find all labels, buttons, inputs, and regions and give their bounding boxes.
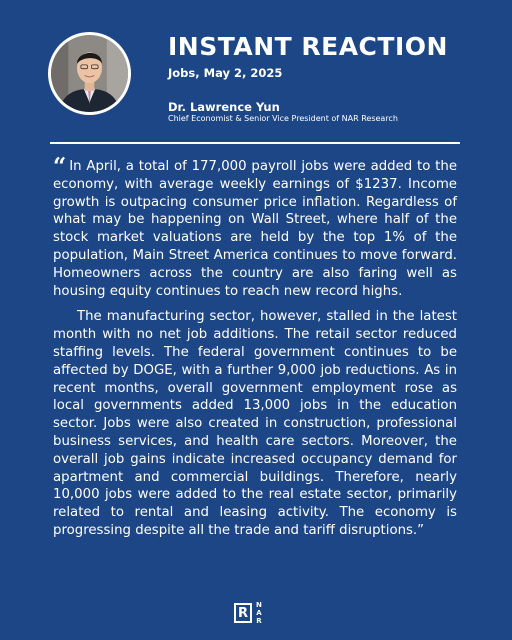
quote-paragraph-2: The manufacturing sector, however, stalled in the latest month with no net job additions. The retail sector reduced staffing levels. The federal government continues to be affected by DOGE, with a further 9,000 job reductions. As in recent months, overall government employment rose as local governments added 13,000 jobs in the education sector. Jobs were also created in construction, professional business services, and health care sectors. Moreover, the overall job gains indicate increased occupancy demand for apartment and commercial buildings. Therefore, nearly 10,000 jobs were added to the real estate sector, primarily related to rental and leasing activity. The economy is progressing despite all the trade and tariff disruptions.”: [53, 309, 457, 538]
realtor-r-icon: R: [234, 603, 252, 623]
author-portrait-image: [51, 35, 128, 112]
author-avatar: [48, 32, 131, 115]
quote-paragraph-1: [53, 153, 457, 300]
nar-letter-r: R: [256, 617, 262, 625]
nar-letters: [256, 601, 262, 625]
author-name: Dr. Lawrence Yun: [168, 100, 280, 114]
nar-logo: [234, 600, 262, 626]
open-quote-icon: “: [53, 153, 67, 180]
quote-body: [53, 153, 457, 540]
author-role: Chief Economist & Senior Vice President of NAR Research: [168, 114, 398, 123]
page-subtitle: Jobs, May 2, 2025: [168, 66, 283, 80]
page-title: INSTANT REACTION: [168, 32, 448, 61]
nar-letter-n: N: [256, 601, 262, 609]
quote-paragraph-1-text: In April, a total of 177,000 payroll jobs were added to the economy, with average weekly earnings of $1237. Income growth is outpacing consumer price inflation. Regardless of what may be happening on Wall Street, where half of the stock market valuations are held by the top 1% of the population, Main Street America continues to move forward. Homeowners across the country are also faring well as housing equity continues to reach new record highs.: [53, 159, 457, 299]
header-divider: [50, 142, 460, 144]
nar-letter-a: A: [256, 609, 262, 617]
